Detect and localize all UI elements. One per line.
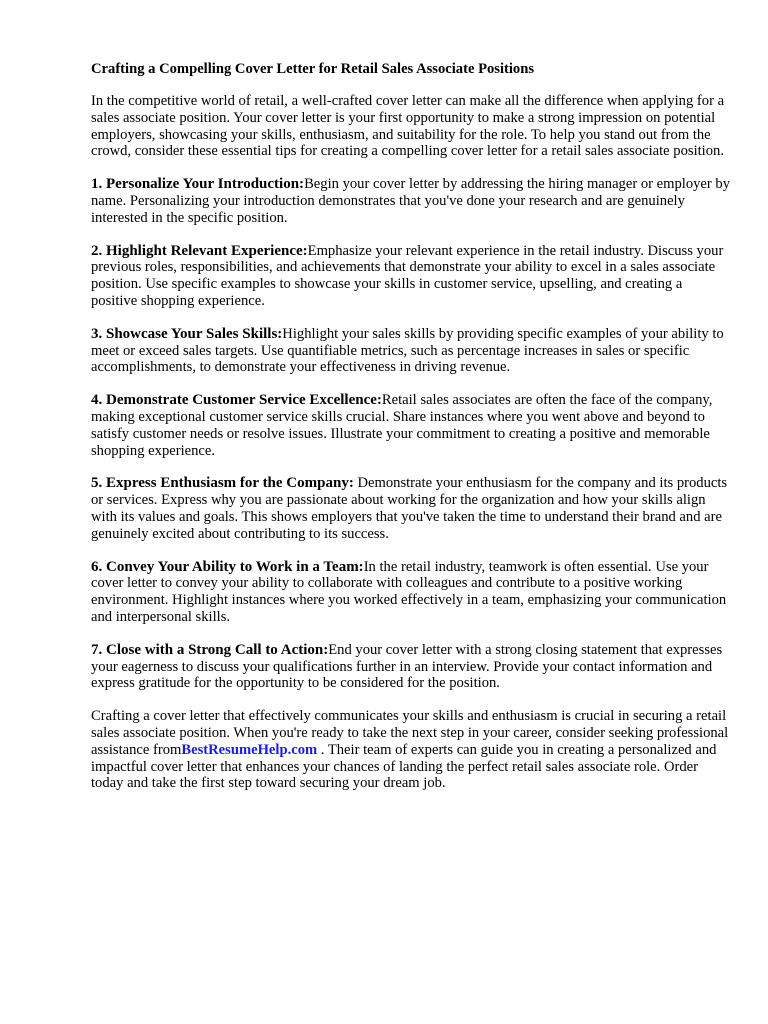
tip-body-2: Emphasize your relevant experience in the retail industry. Discuss your previous roles, responsibilities, and achievements that demonstrate your ability to excel in a sales associate position. Use specific examples to showcase your skills in customer service, upselling, and creating a positive shopping experience.: [91, 242, 724, 309]
bestresumehelp-link[interactable]: BestResumeHelp.com: [181, 741, 318, 758]
intro-paragraph: In the competitive world of retail, a well-crafted cover letter can make all the difference when applying for a sales associate position. Your cover letter is your first opportunity to make a strong impression on potential employers, showcasing your skills, enthusiasm, and suitability for the role. To help you stand out from the crowd, consider these essential tips for creating a compelling cover letter for a retail sales associate position.: [91, 93, 725, 160]
tip-heading-5: 5. Express Enthusiasm for the Company:: [91, 475, 354, 492]
tip-paragraph-3: [91, 326, 731, 376]
closing-text-after-link: . Their team of experts can guide you in creating a personalized and impactful cover letter that enhances your chances of landing the perfect retail sales associate role. Order today and take the first step toward securing your dream job.: [91, 741, 717, 792]
tip-body-6: In the retail industry, teamwork is often essential. Use your cover letter to convey your ability to collaborate with colleagues and contribute to a positive working environment. Highlight instances where you worked effectively in a team, emphasizing your communication and interpersonal skills.: [91, 558, 727, 625]
tip-paragraph-2: [91, 243, 731, 310]
tip-paragraph-7: [91, 642, 731, 692]
document-page: [91, 60, 731, 808]
tip-heading-7: 7. Close with a Strong Call to Action:: [91, 641, 329, 658]
tip-body-1: Begin your cover letter by addressing the hiring manager or employer by name. Personalizing your introduction demonstrates that you've done your research and are genuinely interested in the specific position.: [91, 176, 730, 226]
tip-heading-6: 6. Convey Your Ability to Work in a Team:: [91, 558, 364, 575]
tip-body-4: Retail sales associates are often the face of the company, making exceptional customer service skills crucial. Share instances where you went above and beyond to satisfy customer needs or resolve issues. Illustrate your commitment to creating a positive and memorable shopping experience.: [91, 392, 713, 459]
tip-heading-4: 4. Demonstrate Customer Service Excellence:: [91, 392, 382, 409]
tip-heading-2: 2. Highlight Relevant Experience:: [91, 242, 308, 259]
tip-paragraph-6: [91, 559, 731, 626]
tip-paragraph-4: [91, 392, 731, 459]
document-title: Crafting a Compelling Cover Letter for Retail Sales Associate Positions: [91, 61, 535, 77]
tip-body-3: Highlight your sales skills by providing specific examples of your ability to meet or exceed sales targets. Use quantifiable metrics, such as percentage increases in sales or specific accomplishments, to demonstrate your effectiveness in driving revenue.: [91, 325, 724, 376]
tip-paragraph-1: [91, 176, 731, 226]
tip-paragraph-5: [91, 475, 731, 542]
closing-paragraph: [91, 708, 731, 792]
tip-heading-1: 1. Personalize Your Introduction:: [91, 176, 305, 193]
tip-heading-3: 3. Showcase Your Sales Skills:: [91, 325, 283, 342]
closing-text-before-link: Crafting a cover letter that effectively communicates your skills and enthusiasm is crucial in securing a retail sales associate position. When you're ready to take the next step in your career, consider seeking professional assistance from: [91, 708, 729, 758]
tip-body-5: Demonstrate your enthusiasm for the company and its products or services. Express why you are passionate about working for the organization and how your skills align with its values and goals. This shows employers that you've taken the time to understand their brand and are genuinely excited about contributing to its success.: [91, 475, 728, 542]
tip-body-7: End your cover letter with a strong closing statement that expresses your eagerness to discuss your qualifications further in an interview. Provide your contact information and express gratitude for the opportunity to be considered for the position.: [91, 641, 723, 692]
